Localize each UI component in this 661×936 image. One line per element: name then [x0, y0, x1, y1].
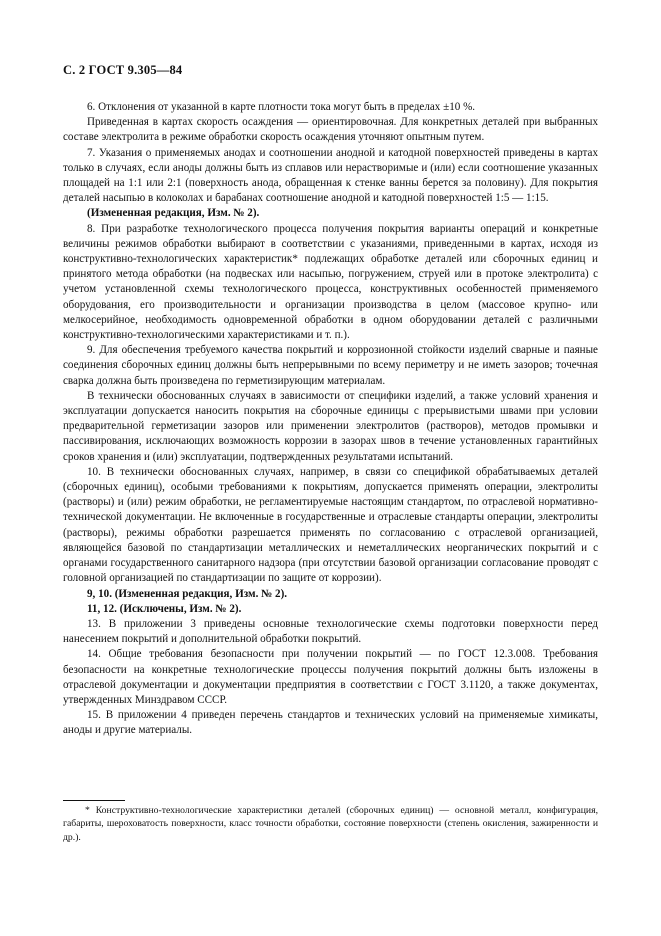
paragraph-10: 10. В технически обоснованных случаях, например, в связи со спецификой обрабатываемых деталей (сборочных единиц), особыми требованиями к покрытиям, допускается применять операции, электролиты (растворы) и (или) режим обработки, не регламентируемые настоящим стандартом, по отраслевой нормативно-технической документации. Не включенные в государственные и отраслевые стандарты операции, электролиты (растворы), режимы обработки разрешается применять по согласованию с отраслевой организацией, являющейся базовой по стандартизации металлических и неметаллических неорганических покрытий и с органами государственного санитарного надзора (при отсутствии базовой организации согласование проводят с головной организацией по стандартизации по защите от коррозии).	[63, 465, 598, 585]
amendment-note-7: (Измененная редакция, Изм. № 2).	[87, 207, 260, 220]
paragraph-7: 7. Указания о применяемых анодах и соотношении анодной и катодной поверхностей приведены в картах только в случаях, если аноды должны быть из сплавов или нерастворимые и (или) если соотношение указанных площадей на 1:1 или 2:1 (поверхность анода, обращенная к стенке ванны берется за половину). Для покрытия деталей насыпью в колоколах и барабанах соотношение анодной и катодной поверхностей 1:5 — 1:15.	[63, 146, 598, 205]
footnote: * Конструктивно-технологические характеристики деталей (сборочных единиц) — основной металл, конфигурация, габариты, шероховатость поверхности, класс точности обработки, состояние поверхности (степень окисления, зажиренности и др.).	[63, 805, 598, 843]
amendment-note-9-10: 9, 10. (Измененная редакция, Изм. № 2).	[87, 587, 288, 600]
paragraph-6: 6. Отклонения от указанной в карте плотности тока могут быть в пределах ±10 %.	[87, 101, 476, 113]
paragraph-9-continued: В технически обоснованных случаях в зависимости от специфики изделий, а также условий хранения и эксплуатации допускается наносить покрытия на сборочные единицы с прерывистыми швами при условии предварительной герметизации зазоров или применении электролитов (растворов), методов промывки и пассивирования, исключающих возможность коррозии в зазорах швов в течение установленных гарантийных сроков хранения и (или) эксплуатации, подтвержденных результатами испытаний.	[63, 389, 598, 463]
paragraph-14: 14. Общие требования безопасности при получении покрытий — по ГОСТ 12.3.008. Требования безопасности на конкретные технологические процессы получения покрытий должны быть изложены в отраслевой документации и документации предприятия в соответствии с ГОСТ 3.1120, а также документах, утвержденных Минздравом СССР.	[63, 648, 598, 706]
document-body	[63, 100, 598, 739]
amendment-note-11-12: 11, 12. (Исключены, Изм. № 2).	[87, 602, 242, 615]
paragraph-6-note: Приведенная в картах скорость осаждения — ориентировочная. Для конкретных деталей при выбранных составе электролита в режиме обработки скорость осаждения уточняют опытным путем.	[63, 116, 598, 144]
paragraph-13: 13. В приложении 3 приведены основные технологические схемы подготовки поверхности перед нанесением покрытий и дополнительной обработки покрытий.	[63, 617, 598, 646]
footnote-divider	[63, 800, 125, 801]
paragraph-9: 9. Для обеспечения требуемого качества покрытий и коррозионной стойкости изделий сварные и паяные соединения сборочных единиц должны быть непрерывными по всему периметру и не иметь зазоров; точечная сварка должна быть произведена по герметизирующим материалам.	[63, 344, 598, 387]
page-header: С. 2 ГОСТ 9.305—84	[63, 63, 183, 77]
paragraph-8: 8. При разработке технологического процесса получения покрытия варианты операций и конкретные величины режимов обработки выбирают в соответствии с указаниями, приведенными в картах, исходя из конструктивно-технологических характеристик* подлежащих обработке деталей или сборочных единиц и принятого метода обработки (на подвесках или насыпью, погружением, струей или в протоке электролита) с учетом установленной схемы технологического процесса, конструктивных особенностей применяемого оборудования, его производительности и организации производства в целом (массовое крупно- или мелкосерийное, необходимость одновременной обработки в одном оборудовании деталей с различными конструктивно-технологическими характеристиками и т. п.).	[63, 222, 598, 342]
paragraph-15: 15. В приложении 4 приведен перечень стандартов и технических условий на применяемые химикаты, аноды и другие материалы.	[63, 709, 598, 737]
